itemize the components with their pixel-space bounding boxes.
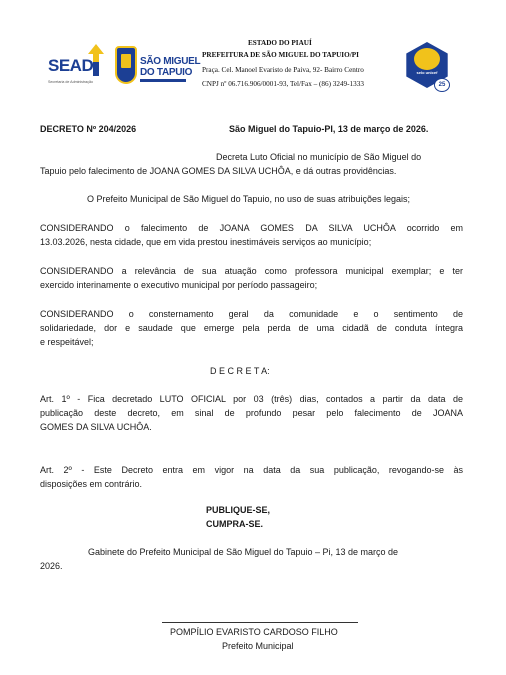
- seadi-logo-text: SEAD: [48, 56, 94, 75]
- article-2-line1: Art. 2º - Este Decreto entra em vigor na data da sua publicação, revogando-se às: [40, 465, 463, 475]
- municipal-shield-icon: [115, 46, 137, 84]
- signatory-title: Prefeito Municipal: [222, 641, 294, 651]
- unicef-seal-text: selo unicef: [416, 70, 438, 75]
- letterhead-contact: CNPJ nº 06.716.906/0001-93, Tel/Fax – (86) 3249-1333: [202, 80, 364, 88]
- seadi-logo: [48, 44, 108, 94]
- publique-se: PUBLIQUE-SE,: [206, 505, 271, 515]
- article-1-line2: publicação deste decreto, em sinal de profundo pesar pelo falecimento de JOANA: [40, 408, 463, 418]
- article-1-line3: GOMES DA SILVA UCHÔA.: [40, 422, 152, 432]
- unicef-seal-number: 25: [434, 78, 450, 92]
- article-2-line2: disposições em contrário.: [40, 479, 143, 489]
- considerando-2-line2: exercido interinamente o executivo municipal por período passageiro;: [40, 280, 318, 290]
- summary-line2: Tapuio pelo falecimento de JOANA GOMES DA SILVA UCHÔA, e dá outras providências.: [40, 166, 397, 176]
- unicef-seal: [404, 42, 450, 94]
- considerando-1-line1: CONSIDERANDO o falecimento de JOANA GOMES DA SILVA UCHÔA ocorrido em: [40, 223, 463, 233]
- cumpra-se: CUMPRA-SE.: [206, 519, 264, 529]
- seadi-arrow-icon: [88, 44, 104, 76]
- considerando-3-line2: solidariedade, dor e saudade que emerge pela perda de uma cidadã de conduta íntegra: [40, 323, 463, 333]
- preamble: O Prefeito Municipal de São Miguel do Tapuio, no uso de suas atribuições legais;: [87, 194, 411, 204]
- decree-number: DECRETO Nº 204/2026: [40, 124, 137, 134]
- summary-line1: Decreta Luto Oficial no município de São Miguel do: [216, 152, 422, 162]
- closing-line1: Gabinete do Prefeito Municipal de São Miguel do Tapuio – Pi, 13 de março de: [88, 547, 399, 557]
- considerando-3-line3: e respeitável;: [40, 337, 94, 347]
- municipal-logo-line2: DO TAPUIO: [140, 67, 193, 78]
- article-1-line1: Art. 1º - Fica decretado LUTO OFICIAL por 03 (três) dias, contados a partir da data de: [40, 394, 463, 404]
- municipal-logo-line1: SÃO MIGUEL: [140, 56, 201, 67]
- decreta-heading: D E C R E T A:: [210, 366, 270, 376]
- municipal-logo: [115, 46, 201, 90]
- seadi-logo-subtitle: Secretaria de Administração: [48, 80, 93, 84]
- municipal-logo-bar: [140, 79, 186, 82]
- letterhead-prefeitura: PREFEITURA DE SÃO MIGUEL DO TAPUIO/PI: [202, 51, 359, 59]
- considerando-3-line1: CONSIDERANDO o consternamento geral da comunidade e o sentimento de: [40, 309, 463, 319]
- letterhead-address: Praça. Cel. Manoel Evaristo de Paiva, 92- Bairro Centro: [202, 66, 364, 74]
- signature-line: [162, 622, 358, 623]
- decree-place-date: São Miguel do Tapuio-PI, 13 de março de 2026.: [229, 124, 429, 134]
- signatory-name: POMPÍLIO EVARISTO CARDOSO FILHO: [170, 627, 338, 637]
- letterhead-state: ESTADO DO PIAUÍ: [248, 39, 312, 47]
- closing-line2: 2026.: [40, 561, 63, 571]
- considerando-2-line1: CONSIDERANDO a relevância de sua atuação como professora municipal exemplar; e ter: [40, 266, 463, 276]
- considerando-1-line2: 13.03.2026, nesta cidade, que em vida prestou inestimáveis serviços ao município;: [40, 237, 372, 247]
